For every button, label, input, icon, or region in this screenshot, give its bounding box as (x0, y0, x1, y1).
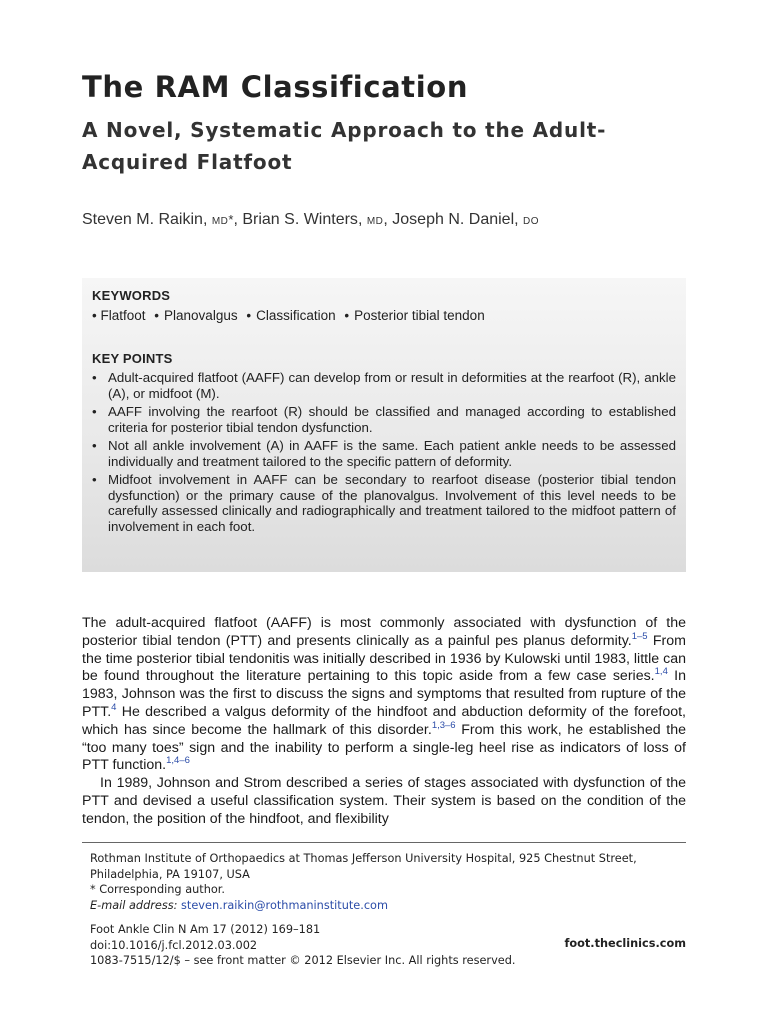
corresponding-mark: * (228, 212, 234, 227)
key-points-heading: KEY POINTS (92, 351, 173, 366)
keyword-item: Planovalgus (164, 308, 238, 323)
body-paragraph (82, 615, 686, 775)
author-list: Steven M. Raikin, MD*, Brian S. Winters, MD, Joseph N. Daniel, DO (82, 211, 540, 228)
body-paragraph: In 1989, Johnson and Strom described a series of stages associated with dysfunction of the PTT and devised a useful classification system. Their system is based on the condition of the tendon, the position of the hindfoot, and flexibility (82, 775, 686, 827)
bullet-icon: • (246, 308, 252, 323)
email-link[interactable]: steven.raikin@rothmaninstitute.com (181, 898, 388, 912)
corresponding-author-note: * Corresponding author. (90, 883, 225, 896)
reference-link[interactable]: 1,3–6 (431, 719, 456, 731)
body-text (82, 615, 686, 829)
bullet-icon: • (344, 308, 350, 323)
keyword-item: Flatfoot (100, 308, 146, 323)
bullet-icon: • (154, 308, 160, 323)
reference-link[interactable]: 1,4 (654, 666, 668, 678)
reference-link[interactable]: 1–5 (631, 630, 648, 642)
email-label: E-mail address: (90, 898, 178, 912)
keywords-list (92, 307, 676, 325)
author-degree: MD (366, 216, 384, 227)
keywords-keypoints-box (82, 278, 686, 572)
key-point-item: • Midfoot involvement in AAFF can be secondary to rearfoot disease (posterior tibial tendon dysfunction) or the primary cause of the planovalgus. Involvement of this level needs to be carefully assessed clinically and radiographically and treatment tailored to the midfoot pattern of involvement in each foot. (92, 472, 676, 534)
keywords-heading: KEYWORDS (92, 288, 171, 303)
copyright: 1083-7515/12/$ – see front matter © 2012 Elsevier Inc. All rights reserved. (90, 954, 516, 967)
sentence: From the time posterior tibial tendonitis was initially described in 1936 by Kulowski until 1983, little can be found throughout the literature pertaining to this topic aside from a few case series. (82, 632, 686, 685)
reference-link[interactable]: 4 (111, 701, 117, 713)
author-name: Joseph N. Daniel (392, 211, 515, 228)
sentence: From this work, he established the “too many toes” sign and the inability to perform a single-leg heel rise as indicators of loss of PTT function. (82, 721, 686, 774)
journal-site-link[interactable]: foot.theclinics.com (564, 937, 686, 950)
author-name: Brian S. Winters (242, 211, 358, 228)
keyword-item: Posterior tibial tendon (354, 308, 485, 323)
article-title: The RAM Classification (82, 70, 469, 104)
footnote-divider (82, 842, 686, 843)
email-line (90, 898, 686, 914)
reference-link[interactable]: 1,4–6 (166, 755, 190, 767)
keyword-item: Classification (256, 308, 336, 323)
article-subtitle: A Novel, Systematic Approach to the Adult-Acquired Flatfoot (82, 118, 607, 174)
sentence: The adult-acquired flatfoot (AAFF) is most commonly associated with dysfunction of the posterior tibial tendon (PTT) and presents clinically as a painful pes planus deformity. (82, 615, 686, 649)
doi[interactable]: doi:10.1016/j.fcl.2012.03.002 (90, 938, 258, 952)
key-points-list (92, 370, 676, 534)
sentence: In 1983, Johnson was the first to discuss the signs and symptoms that resulted from rupture of the PTT. (82, 668, 687, 720)
key-point-item: • Adult-acquired flatfoot (AAFF) can develop from or result in deformities at the rearfoot (R), ankle (A), or midfoot (M). (92, 370, 676, 401)
key-point-item: • Not all ankle involvement (A) in AAFF is the same. Each patient ankle needs to be assessed individually and treatment tailored to the specific pattern of deformity. (92, 438, 676, 469)
bullet-icon: • (92, 308, 97, 323)
affiliation: Rothman Institute of Orthopaedics at Thomas Jefferson University Hospital, 925 Chestnut Street, Philadelphia, PA 19107, USA (90, 852, 637, 881)
author-degree: MD (211, 216, 229, 227)
footnote (90, 851, 686, 913)
key-point-item: • AAFF involving the rearfoot (R) should be classified and managed according to established criteria for posterior tibial tendon dysfunction. (92, 404, 676, 435)
sentence: He described a valgus deformity of the hindfoot and abduction deformity of the forefoot, which has since become the hallmark of this disorder. (82, 703, 686, 738)
journal-citation: Foot Ankle Clin N Am 17 (2012) 169–181 (90, 923, 321, 936)
author-degree: DO (523, 216, 540, 227)
author-name: Steven M. Raikin (82, 211, 203, 228)
